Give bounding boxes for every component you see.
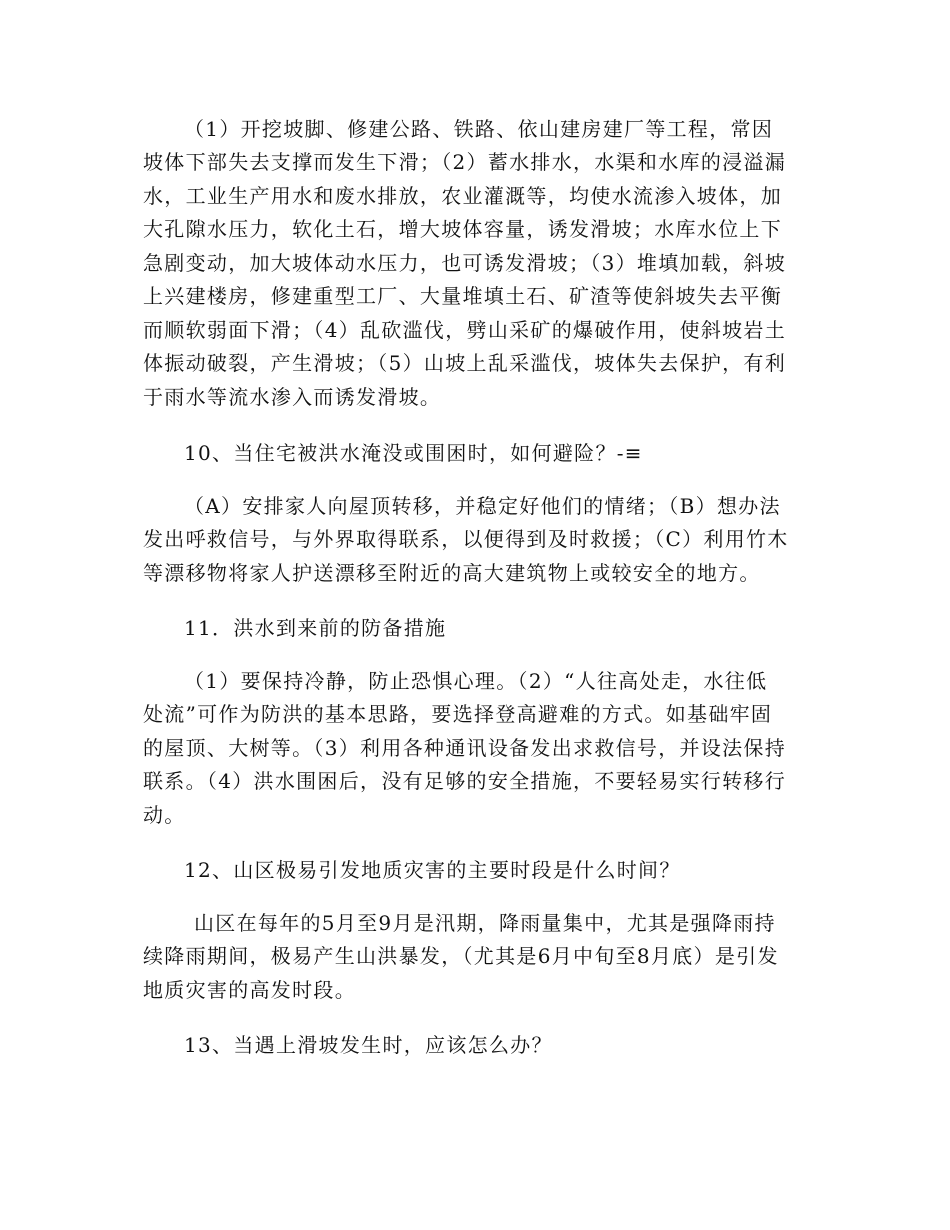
section-heading-12: 12、山区极易引发地质灾害的主要时段是什么时间？ [184,858,681,882]
text-line: 联系。（4）洪水围困后，没有足够的安全措施，不要轻易实行转移行 [143,769,787,793]
section-heading-11: 11．洪水到来前的防备措施 [184,616,447,640]
text-line: 动。 [143,803,186,827]
text-line: 体振动破裂，产生滑坡；（5）山坡上乱采滥伐，坡体失去保护，有利 [143,351,787,375]
section-heading-text: 10、当住宅被洪水淹没或围困时，如何避险？ [184,441,617,465]
text-line: 的屋顶、大树等。（3）利用各种通讯设备发出求救信号，并设法保持 [143,736,787,760]
text-line: 地质灾害的高发时段。 [143,978,356,1002]
text-line: 发出呼救信号，与外界取得联系，以便得到及时救援；（C）利用竹木 [143,527,789,551]
text-line: 上兴建楼房，修建重型工厂、大量堆填土石、矿渣等使斜坡失去平衡 [143,284,782,308]
text-line: 等漂移物将家人护送漂移至附近的高大建筑物上或较安全的地方。 [143,561,761,585]
heading-mark: -≡ [616,441,643,465]
text-line: 于雨水等流水渗入而诱发滑坡。 [143,385,442,409]
text-line: 水，工业生产用水和废水排放，农业灌溉等，均使水流渗入坡体，加 [143,184,782,208]
text-line: 而顺软弱面下滑；（4）乱砍滥伐，劈山采矿的爆破作用，使斜坡岩土 [143,318,787,342]
text-line: （A）安排家人向屋顶转移，并稳定好他们的情绪；（B）想办法 [184,494,781,518]
section-heading-13: 13、当遇上滑坡发生时，应该怎么办？ [184,1033,553,1057]
text-line: （1）开挖坡脚、修建公路、铁路、依山建房建厂等工程，常因 [184,117,774,141]
text-line: 急剧变动，加大坡体动水压力，也可诱发滑坡；（3）堆填加载，斜坡 [143,251,787,275]
text-line: 山区在每年的5月至9月是汛期，降雨量集中，尤其是强降雨持 [194,911,776,935]
text-line: 处流”可作为防洪的基本思路，要选择登高避难的方式。如基础牢固 [143,702,773,726]
text-line: 坡体下部失去支撑而发生下滑；（2）蓄水排水，水渠和水库的浸溢漏 [143,150,787,174]
text-line: （1）要保持冷静，防止恐惧心理。（2）“人往高处走，水往低 [184,669,768,693]
text-line: 大孔隙水压力，软化土石，增大坡体容量，诱发滑坡；水库水位上下 [143,217,782,241]
section-heading-10 [184,443,643,463]
text-line: 续降雨期间，极易产生山洪暴发，（尤其是6月中旬至8月底）是引发 [143,944,779,968]
